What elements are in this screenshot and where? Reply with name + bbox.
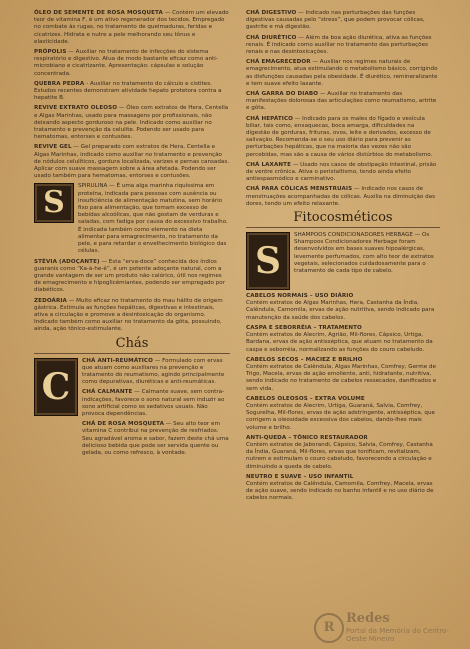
entry xyxy=(34,49,230,78)
entry-text: Contém extratos de Alecrim, Urtiga, Guaraná, Salvia, Comfrey, Sogurelha, Mil-flores, ervas de ação adstringente, antisséptica, que corrigem a oleosidade excessiva dos cabelos, dando-lhes mais volume e brilho. xyxy=(246,402,435,431)
entry-text: — Usado nos casos de obstipação intestinal, prisão de ventre crônica. Ativa o peristaltismo, tendo ainda efeito antiespasmódico e carminativo. xyxy=(246,161,437,183)
decorative-initial: C xyxy=(34,358,78,416)
entry xyxy=(34,259,230,295)
entry-text: — Calmante suave, sem contra-indicações, favorece o sono natural sem induzir ao sono artificial como os sedativos usuais. Não provoca dependências. xyxy=(82,389,225,417)
entry-title: SHAMPOOS CONDICIONADORES HERBAGE xyxy=(294,232,413,239)
watermark xyxy=(314,609,464,643)
entry-title: CABELOS NORMAIS – USO DIÁRIO xyxy=(246,293,354,300)
section-heading-chas: Chás xyxy=(34,337,230,354)
section-heading-fitocosmeticos: Fitocosméticos xyxy=(246,211,440,228)
entry-text: — Além da boa ação diurética, ativa as funções renais. É indicado como auxiliar no tratamento das perturbações renais e nas desintoxicações. xyxy=(246,34,432,56)
entry-text: — Muito eficaz no tratamento do mau hálito de origem gástrica. Estimula as funções hepáticas, digestivas e intestinais, ativa a circulação e promove a desintoxicação do organismo. Indicado também como auxiliar no tratamento da gôta, possuindo, ainda, ação tônico-estimulante. xyxy=(34,297,223,333)
entry-text: - Auxiliar no tratamento do cálculo e cistites. Estudos recentes demonstram atividade hepato protetora contra a hepatite B. xyxy=(34,80,222,102)
entry-text: Contém extratos de Calêndula, Algas Marinhas, Comfrey, Germe de Trigo, Macela, ervas de ação emoliente, anti, hidratante, nutritiva, sendo indicado no tratamento de cabelos ressecados, danificados e sem vida. xyxy=(246,363,437,392)
entry-text: Contém extratos de Jaborandi, Cápsico, Salvia, Comfrey, Castanha da Índia, Guaraná, Mil-flores, ervas que tonificam, revitalizam, nutrem e estimulam o couro cabeludo, favorecendo a circulação e diminuindo a queda de cabelo. xyxy=(246,441,433,470)
watermark-subtitle: Portal da Memória do Centro-Oeste Mineiro xyxy=(346,627,450,643)
entry-text: — Formulado com ervas que atuam como auxiliares na prevenção e tratamento do reumatismo, agindo principalmente como depurativas, diuréticas e anti-reumáticas. xyxy=(82,357,225,386)
entry-title: CHÁ GARRA DO DIABO xyxy=(246,91,319,98)
entry xyxy=(246,186,440,208)
entry-text: — Indicado nas perturbações das funções digestivas causadas pelo “stress”, que podem provocar cólicas, gastrite e má digestão. xyxy=(246,10,425,31)
entry xyxy=(246,59,440,88)
entry xyxy=(246,357,440,393)
entry-text: — Gel preparado com extratos de Hera, Centella e Algas Marinhas, indicado como auxiliar no tratamento e prevenção de nódulos celulíticos, gordura localizada, varizes e pernas cansadas. Aplicar com suave massagem sobre a área afetada. Podendo ser usado também para hematomas, entorses e contusões. xyxy=(34,144,230,180)
spirulina-block xyxy=(34,183,230,255)
entry-title: CASPA E SEBORRÉIA – TRATAMENTO xyxy=(246,324,362,331)
entry xyxy=(34,144,230,180)
left-column xyxy=(34,10,230,460)
entry-title: CHÁ DIGESTIVO xyxy=(246,10,297,16)
entry xyxy=(34,81,230,103)
entry xyxy=(82,421,230,457)
watermark-logo: R xyxy=(314,613,344,643)
entry-title: REVIVE GEL xyxy=(34,144,72,151)
entry-title: STÉVIA (ADOÇANTE) xyxy=(34,258,100,265)
entry xyxy=(82,389,230,418)
entry xyxy=(246,35,440,57)
entry-title: CHÁ PARA CÓLICAS MENSTRUAIS xyxy=(246,186,353,193)
entry xyxy=(34,105,230,141)
entry-title: CHÁ CALMANTE xyxy=(82,389,133,396)
entry-title: CHÁ ANTI-REUMÁTICO xyxy=(82,357,153,364)
chas-block xyxy=(34,358,230,461)
entry-text: — Contém um elevado teor de vitamina F, é um ativo regenerador dos tecidos. Empregado no combate às rugas, no tratamento de queimaduras, feridas e cicatrizes. Hidrata e nutre a pele melhorando seu tônus e elasticidade. xyxy=(34,10,229,45)
entry-text: — Óleo com extratos de Hera, Centella e Algas Marinhas, usado para massagens por profissionais, não deixando aspecto gorduroso na pele. Indicado como auxiliar no tratamento e prevenção da celulite. Podendo ser usado para hematomas, entorses e contusões. xyxy=(34,105,229,141)
entry-title: CHÁ EMAGRECEDOR xyxy=(246,59,311,66)
entry-title: CHÁ DE ROSA MOSQUETA xyxy=(82,421,165,428)
entry xyxy=(246,91,440,113)
entry xyxy=(34,298,230,334)
entry-title: CABELOS OLEOSOS – EXTRA VOLUME xyxy=(246,395,365,402)
entry xyxy=(246,116,440,159)
shampoos-block xyxy=(246,232,440,290)
entry-text: — Indicado para os males do fígado e vesícula biliar, tais como, enxaquecas, boca amarga, dificuldades na digestão de gorduras, frituras, ovos, leite e derivados, excesso de salivação. Recomenda-se o seu uso diário para prevenir as perturbações hepáticas, que na maioria das vezes não são percebidas, mas são a causa de vários distúrbios do metabolismo. xyxy=(246,115,433,158)
entry xyxy=(246,474,440,503)
entry-title: QUEBRA PEDRA xyxy=(34,80,85,87)
entry xyxy=(246,325,440,354)
entry-text: — Esta “erva-doce” conhecida dos índios guaranis como “Ka-à-he-ê”, é um potente adoçante natural, com a grande vantagem de ser um produto não calórico, útil nos regimes de emagrecimento e hipoglicêmiantes, podendo ser empregado por diabéticos. xyxy=(34,258,226,294)
entry-title: CHÁ HEPÁTICO xyxy=(246,115,294,122)
entry-title: SPIRULINA xyxy=(78,183,108,190)
decorative-initial: S xyxy=(34,183,74,223)
entry-text: — Auxiliar no tratamento das manifestações dolorosas das articulações como reumatismo, artrite e gôta. xyxy=(246,91,437,112)
entry-title: REVIVE EXTRATO OLEOSO xyxy=(34,105,118,112)
entry-title: CHÁ LAXANTE xyxy=(246,161,292,168)
decorative-initial: S xyxy=(246,232,290,290)
entry-title: ANTI-QUEDA – TÔNICO RESTAURADOR xyxy=(246,434,368,441)
entry-text: — Os Shampoos Condicionadores Herbage foram desenvolvidos em bases suaves hipoalérgicas, levemente perfumados, com alto teor de extratos vegetais, selecionados cuidadosamente para o tratamento de cada tipo de cabelo. xyxy=(294,232,434,275)
entry-title: CABELOS SECOS – MACIEZ E BRILHO xyxy=(246,356,363,363)
entry xyxy=(246,293,440,322)
entry-title: CHÁ DIURÉTICO xyxy=(246,34,297,41)
entry-title: PRÓPOLIS xyxy=(34,49,67,56)
watermark-title: Redes xyxy=(346,611,390,626)
entry-text: — Auxiliar no tratamento de infecções do sistema respiratório e digestivo. Atua de modo bastante eficaz como anti-microbiano e cicatrizante. Apresentação: cápsulas e solução concentrada. xyxy=(34,49,218,77)
entry-title: ÓLEO DE SEMENTE DE ROSA MOSQUETA xyxy=(34,10,163,16)
entry xyxy=(246,162,440,184)
entry-text: Contém extratos de Calêndula, Camomila, Comfrey, Macela, ervas de ação suave, sendo indicado no banho infantil e no uso diário de cabelos normais. xyxy=(246,480,434,502)
entry xyxy=(246,396,440,432)
entry-text: — Indicado nos casos de menstruações acompanhadas de cólicas. Auxilia na diminuição das dores, tendo um efeito relaxante. xyxy=(246,186,435,207)
entry-title: ZEDOÁRIA xyxy=(34,297,67,304)
entry-title: NEUTRO E SUAVE – USO INFANTIL xyxy=(246,473,354,480)
entry-text: Contém extratos de Alecrim, Agrião, Mil-flores, Cápsico, Urtiga, Bardana, ervas de ação antisséptica, que atuam no tratamento da caspa e seborréia, normalizando as funções do couro cabeludo. xyxy=(246,332,433,353)
right-column xyxy=(246,10,440,506)
entry-text: — É uma alga marinha riquíssima em proteína, indicada para pessoas com ausência ou insuficiência de alimentação matutina, sem horário fixo para alimentação, que tomam excesso de bebidas alcoólicas, que não gostam de verduras e saladas, com fadiga por causa do excessivo trabalho. É indicada também como elemento na dieta alimentar para emagrecimento, no tratamento da pele, e para retardar o envelhecimento biológico das células. xyxy=(78,183,228,255)
entry xyxy=(246,435,440,471)
entry-text: Contém extratos de Algas Marinhas, Hera, Castanha da Índia, Calêndula, Camomila, ervas de ação nutritiva, sendo indicado para manutenção da saúde dos cabelos. xyxy=(246,300,435,321)
entry-text: — Auxiliar nos regimes naturais de emagrecimento, atua estimulando o metabolismo básico, corrigindo as disfunções causadas pela obesidade. É diurético, remineralizante e tem suave efeito laxante. xyxy=(246,59,438,87)
entry xyxy=(82,358,230,387)
entry xyxy=(34,10,230,46)
entry xyxy=(246,10,440,32)
entry-text: — Seu alto teor em vitamina C contribui na prevenção de resfriados. Seu agradável aroma e sabor, fazem deste chá uma delicioso bebida que pode ser servida quente ou gelada, ou como refresco, à vontade. xyxy=(82,421,229,456)
